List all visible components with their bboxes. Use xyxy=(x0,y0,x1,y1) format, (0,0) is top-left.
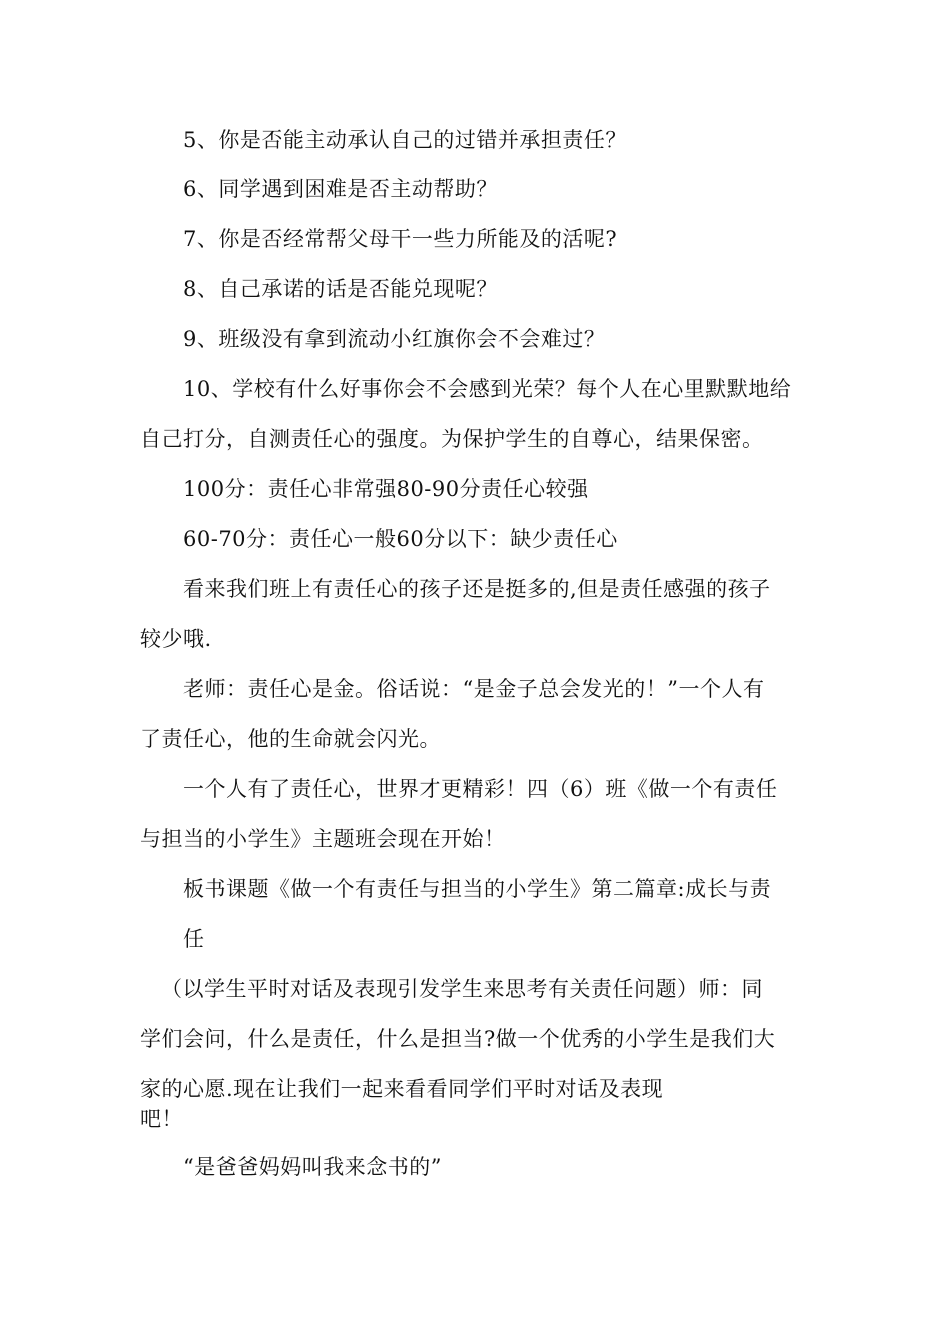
paragraph-line: 较少哦. xyxy=(140,627,212,651)
paragraph-line: 学们会问，什么是责任，什么是担当?做一个优秀的小学生是我们大 xyxy=(140,1027,776,1051)
question-6: 6、同学遇到困难是否主动帮助？ xyxy=(183,177,498,201)
paragraph-line: 板书课题《做一个有责任与担当的小学生》第二篇章:成长与责 xyxy=(183,877,772,901)
question-8: 8、自己承诺的话是否能兑现呢？ xyxy=(183,277,498,301)
paragraph-line: 老师：责任心是金。俗话说：“是金子总会发光的！”一个人有 xyxy=(183,677,765,701)
score-line-1: 100分：责任心非常强80-90分责任心较强 xyxy=(183,477,589,501)
paragraph-line: 与担当的小学生》主题班会现在开始！ xyxy=(140,827,506,851)
quote-line: “是爸爸妈妈叫我来念书的” xyxy=(183,1155,442,1179)
paragraph-line: 家的心愿.现在让我们一起来看看同学们平时对话及表现 xyxy=(140,1077,664,1101)
paragraph-line: （以学生平时对话及表现引发学生来思考有关责任问题）师：同 xyxy=(161,977,763,1001)
paragraph-line: 一个人有了责任心，世界才更精彩！四（6）班《做一个有责任 xyxy=(183,777,778,801)
question-10: 10、学校有什么好事你会不会感到光荣？每个人在心里默默地给 xyxy=(183,377,792,401)
paragraph-line: 吧！ xyxy=(140,1107,183,1131)
paragraph-line: 自己打分，自测责任心的强度。为保护学生的自尊心，结果保密。 xyxy=(140,427,764,451)
question-7: 7、你是否经常帮父母干一些力所能及的活呢? xyxy=(183,227,618,251)
score-line-2: 60-70分：责任心一般60分以下：缺少责任心 xyxy=(183,527,618,551)
question-9: 9、班级没有拿到流动小红旗你会不会难过？ xyxy=(183,327,606,351)
paragraph-line: 任 xyxy=(183,927,205,951)
paragraph-line: 看来我们班上有责任心的孩子还是挺多的,但是责任感强的孩子 xyxy=(183,577,771,601)
paragraph-line: 了责任心，他的生命就会闪光。 xyxy=(140,727,441,751)
question-5: 5、你是否能主动承认自己的过错并承担责任？ xyxy=(183,128,627,152)
